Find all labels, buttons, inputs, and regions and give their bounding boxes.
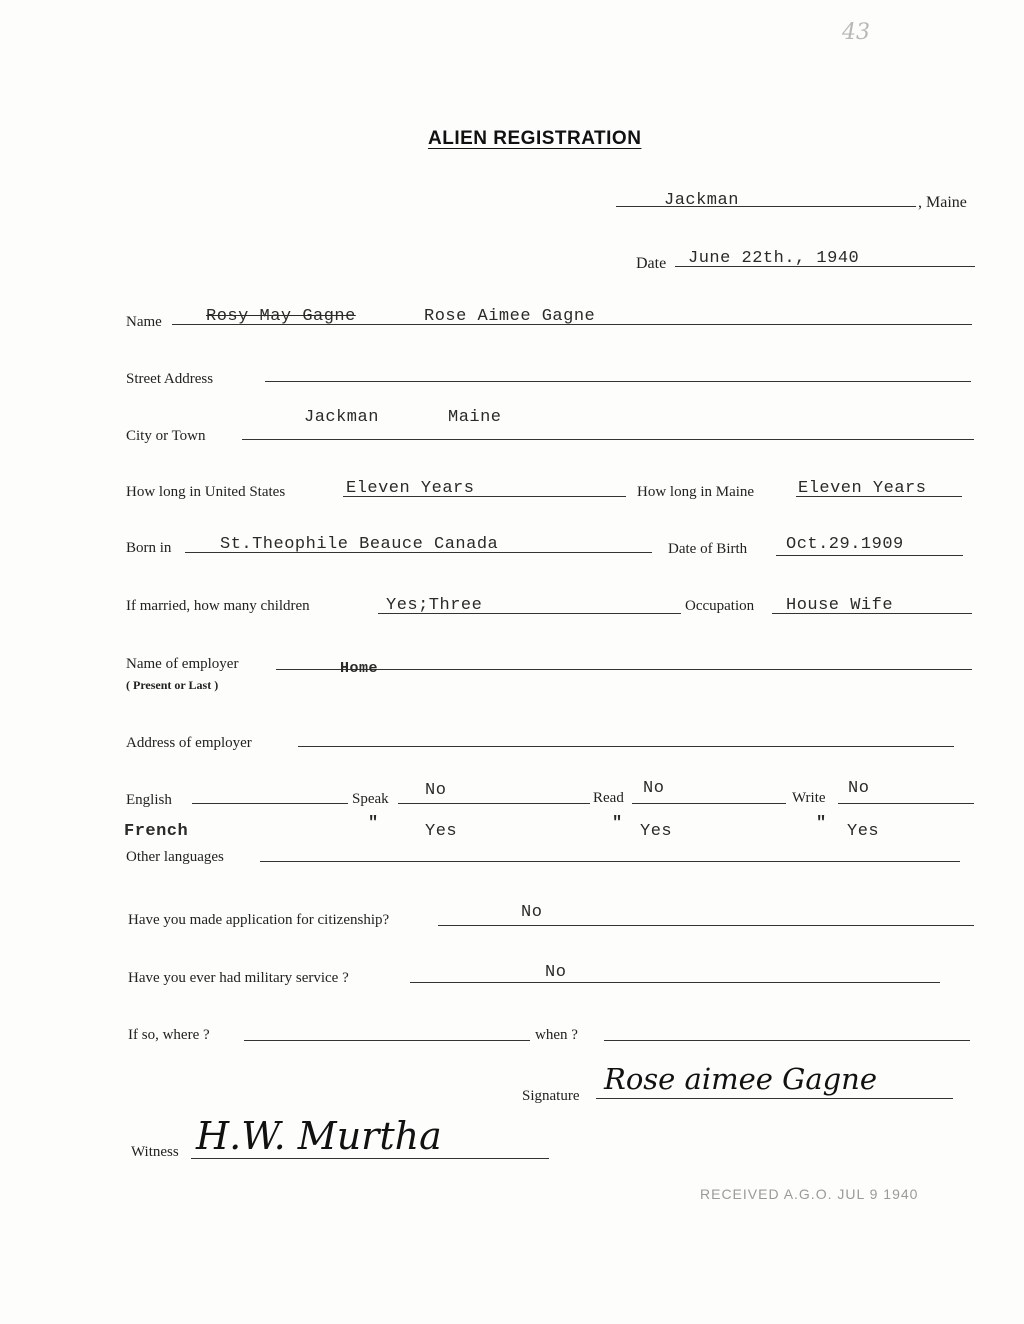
french-read-value: Yes: [640, 822, 673, 841]
received-stamp: RECEIVED A.G.O. JUL 9 1940: [700, 1186, 919, 1202]
write-label: Write: [792, 790, 826, 806]
french-read-ditto: ": [612, 814, 623, 833]
french-write-value: Yes: [847, 822, 880, 841]
name-struck-value: Rosy May Gagne: [206, 307, 356, 326]
english-read-value: No: [643, 779, 665, 798]
witness-signature: H.W. Murtha: [196, 1114, 442, 1158]
english-label: English: [126, 792, 172, 808]
french-write-ditto: ": [816, 814, 827, 833]
witness-line: [191, 1158, 549, 1159]
name-label: Name: [126, 314, 162, 330]
citizenship-label: Have you made application for citizenship?: [128, 912, 390, 928]
date-of-birth-value: Oct.29.1909: [786, 535, 904, 554]
city-or-town-line: [242, 439, 974, 440]
witness-label: Witness: [131, 1144, 179, 1160]
children-label: If married, how many children: [126, 598, 310, 614]
employer-line: [276, 669, 972, 670]
citizenship-value: No: [521, 903, 543, 922]
location-city: Jackman: [664, 191, 739, 210]
date-of-birth-line: [776, 555, 963, 556]
read-label: Read: [593, 790, 624, 806]
street-address-label: Street Address: [126, 371, 214, 387]
date-of-birth-label: Date of Birth: [668, 541, 748, 557]
born-in-value: St.Theophile Beauce Canada: [220, 535, 499, 554]
english-speak-value: No: [425, 781, 447, 800]
born-in-label: Born in: [126, 540, 172, 556]
name-value: Rose Aimee Gagne: [424, 307, 596, 326]
employer-address-label: Address of employer: [126, 735, 252, 751]
employer-address-line: [298, 746, 954, 747]
location-line: [616, 206, 916, 207]
signature-value: Rose aimee Gagne: [604, 1062, 878, 1096]
date-label: Date: [636, 255, 667, 272]
occupation-value: House Wife: [786, 596, 894, 615]
street-address-line: [265, 381, 971, 382]
page-title: ALIEN REGISTRATION: [428, 128, 642, 149]
french-label: French: [124, 822, 189, 841]
speak-label: Speak: [352, 791, 389, 807]
occupation-label: Occupation: [685, 598, 755, 614]
english-line: [192, 803, 348, 804]
location-state: , Maine: [918, 194, 967, 211]
date-value: June 22th., 1940: [688, 249, 860, 268]
how-long-maine-value: Eleven Years: [798, 479, 927, 498]
city-value: Jackman: [304, 408, 379, 427]
other-languages-line: [260, 861, 960, 862]
signature-label: Signature: [522, 1088, 580, 1104]
when-line: [604, 1040, 970, 1041]
children-value: Yes;Three: [386, 596, 483, 615]
city-or-town-label: City or Town: [126, 428, 206, 444]
read-line: [632, 803, 786, 804]
employer-value: Home: [340, 660, 379, 677]
speak-line: [398, 803, 590, 804]
write-line: [838, 803, 974, 804]
french-speak-value: Yes: [425, 822, 458, 841]
signature-line: [596, 1098, 953, 1099]
how-long-maine-label: How long in Maine: [637, 484, 755, 500]
military-value: No: [545, 963, 567, 982]
when-label: when ?: [535, 1027, 578, 1043]
how-long-us-label: How long in United States: [126, 484, 286, 500]
if-so-where-line: [244, 1040, 530, 1041]
military-label: Have you ever had military service ?: [128, 970, 349, 986]
english-write-value: No: [848, 779, 870, 798]
employer-label: Name of employer: [126, 656, 239, 672]
french-speak-ditto: ": [368, 814, 379, 833]
other-languages-label: Other languages: [126, 849, 224, 865]
military-line: [410, 982, 940, 983]
how-long-us-value: Eleven Years: [346, 479, 475, 498]
page-number: 43: [842, 20, 870, 45]
citizenship-line: [438, 925, 974, 926]
if-so-where-label: If so, where ?: [128, 1027, 210, 1043]
state-value: Maine: [448, 408, 502, 427]
employer-sublabel: ( Present or Last ): [126, 678, 219, 692]
